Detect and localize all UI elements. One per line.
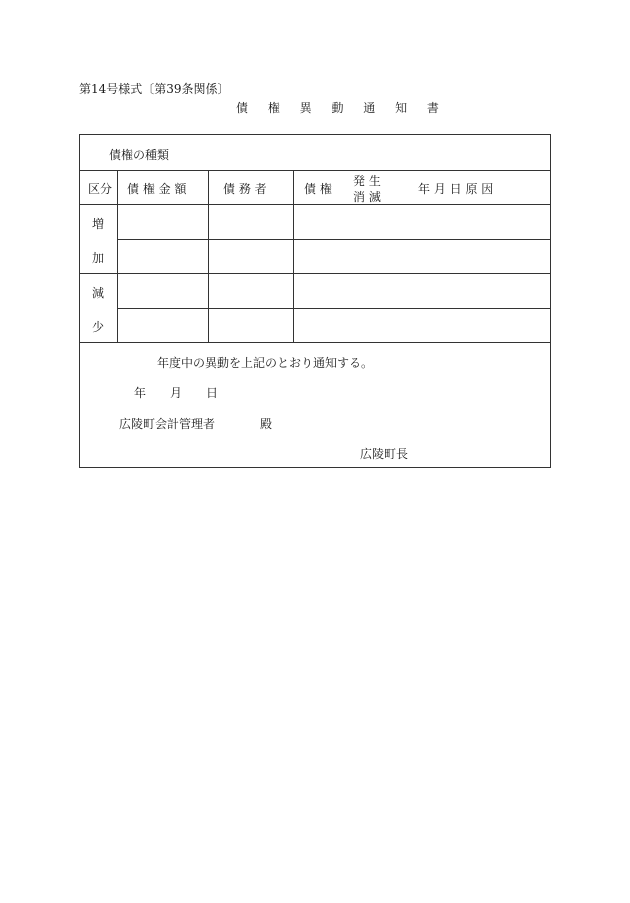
- recipient-label: 広陵町会計管理者: [119, 417, 216, 431]
- header-debtor: 債 務 者: [223, 182, 267, 196]
- header-claim: 債 権: [304, 182, 332, 196]
- header-date-reason: 年 月 日 原 因: [418, 182, 494, 196]
- honorific-label: 殿: [260, 417, 273, 431]
- header-claim-amount: 債 権 金 額: [127, 182, 187, 196]
- notice-form-table: [79, 134, 551, 468]
- increase-amount-cell-2[interactable]: [118, 240, 207, 272]
- claim-type-field[interactable]: [180, 138, 540, 168]
- header-category: 区分: [88, 182, 113, 196]
- sender-label: 広陵町長: [360, 447, 409, 461]
- row-label-increase-2: 加: [92, 251, 105, 265]
- row-divider: [80, 170, 550, 171]
- date-line: 年 月 日: [134, 386, 219, 400]
- header-extinction: 消 滅: [353, 190, 381, 204]
- claim-type-label: 債権の種類: [109, 148, 170, 162]
- row-label-decrease-2: 少: [92, 320, 105, 334]
- form-number-label: 第14号様式〔第39条関係〕: [79, 82, 230, 96]
- decrease-date-reason-cell-2[interactable]: [294, 309, 549, 341]
- header-occurrence: 発 生: [353, 174, 381, 188]
- row-label-increase-1: 増: [92, 217, 105, 231]
- increase-debtor-cell-1[interactable]: [209, 205, 292, 238]
- increase-date-reason-cell-1[interactable]: [294, 205, 549, 238]
- document-title: 債 権 異 動 通 知 書: [236, 101, 447, 115]
- decrease-amount-cell-1[interactable]: [118, 274, 207, 307]
- increase-debtor-cell-2[interactable]: [209, 240, 292, 272]
- increase-date-reason-cell-2[interactable]: [294, 240, 549, 272]
- row-divider: [80, 342, 550, 343]
- decrease-debtor-cell-1[interactable]: [209, 274, 292, 307]
- row-label-decrease-1: 減: [92, 286, 105, 300]
- notice-statement: 年度中の異動を上記のとおり通知する。: [157, 356, 374, 370]
- decrease-date-reason-cell-1[interactable]: [294, 274, 549, 307]
- increase-amount-cell-1[interactable]: [118, 205, 207, 238]
- decrease-debtor-cell-2[interactable]: [209, 309, 292, 341]
- decrease-amount-cell-2[interactable]: [118, 309, 207, 341]
